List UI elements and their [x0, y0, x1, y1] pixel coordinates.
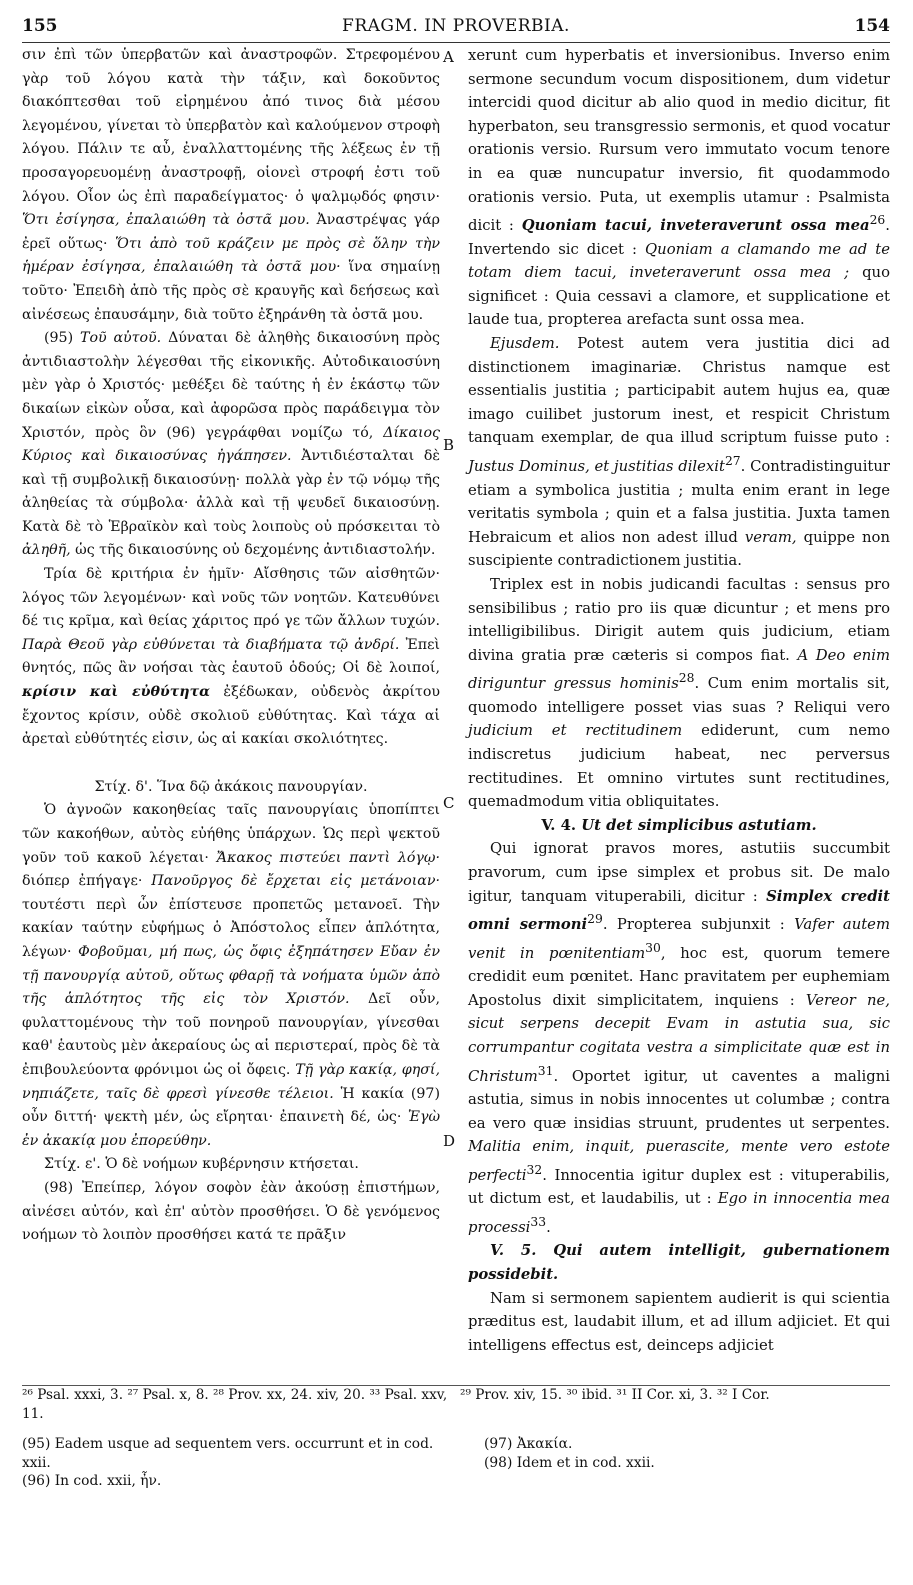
note-97: (97) Ἀκακία.	[484, 1436, 573, 1452]
margin-marker-b: B	[443, 436, 455, 454]
greek-paragraph: (95) Τοῦ αὐτοῦ. Δύναται δὲ ἀληθὴς δικαιοσύνη πρὸς ἀντιδιαστολὴν λέγεσθαι τῆς εἰκονικῆς. Αὐτοδικαιοσύνη μὲν γὰρ ὁ Χριστός· μεθέξει δὲ ταύτης ἡ ἐν ἑκάστῳ τῶν δικαίων εἰκὼν οὖσα, καὶ ἀφορῶσα πρὸς παράδειγμα τὸν Χριστόν, πρὸς ὃν (96) γεγράφθαι νομίζω τό, Δίκαιος Κύριος καὶ δικαιοσύνας ἠγάπησεν. Ἀντιδιέσταλται δὲ καὶ τῇ συμβολικῇ δικαιοσύνῃ· πολλὰ γὰρ ἐν τῷ νόμῳ τῆς ἀληθείας τὰ σύμβολα· ἀλλὰ καὶ τῇ ψευδεῖ δικαιοσύνῃ. Κατὰ δὲ τὸ Ἑβραϊκὸν καὶ τοὺς λοιποὺς οὐ πρόσκειται τὸ ἀληθῆ, ὡς τῆς δικαιοσύνης οὐ δεχομένης ἀντιδιαστολήν.	[22, 330, 440, 559]
latin-paragraph: Triplex est in nobis judicandi facultas : sensus pro sensibilibus ; ratio pro iis quæ dicuntur ; et mens pro intelligibilibus. Dirigit autem quis judicium, etiam divina gratia præ cæteris si compos fiat. A Deo enim diriguntur gressus hominis$^{28}$. Cum enim mortalis sit, quomodo intelligere posset vias suas ? Reliqui vero judicium et rectitudinem ediderunt, cum nemo indiscretus judicium habeat, nec perversus rectitudines. Et omnino virtutes sunt rectitudines, quemadmodum vitia obliquitates.	[468, 575, 890, 811]
margin-marker-d: D	[443, 1132, 456, 1150]
footnotes-left: ²⁶ Psal. xxxi, 3. ²⁷ Psal. x, 8. ²⁸ Prov. xx, 24. xiv, 20. ³³ Psal. xxv, 11.	[22, 1387, 448, 1422]
page-number-left: 155	[22, 16, 58, 36]
verse-heading: V. 4. Ut det simplicibus astutiam.	[541, 816, 817, 834]
latin-column	[468, 44, 890, 1357]
greek-paragraph: Τρία δὲ κριτήρια ἐν ἡμῖν· Αἴσθησις τῶν αἰσθητῶν· λόγος τῶν λεγομένων· καὶ νοῦς τῶν νοητῶν. Κατευθύνει δέ τις κρῖμα, καὶ θείας χάριτος πρό γε τῶν ἄλλων τυχών. Παρὰ Θεοῦ γὰρ εὐθύνεται τὰ διαβήματα τῷ ἀνδρί. Ἐπεὶ θνητός, πῶς ἂν νοήσαι τὰς ἑαυτοῦ ὁδούς; Οἱ δὲ λοιποί, κρίσιν καὶ εὐθύτητα ἐξέδωκαν, οὐδενὸς ἀκρίτου ἔχοντος κρίσιν, οὐδὲ σκολιοῦ εὐθύτητας. Καὶ τάχα αἱ ἀρεταὶ εὐθύτητές εἰσιν, ὡς αἱ κακίαι σκολιότητες.	[22, 566, 441, 748]
greek-paragraph: Ὁ ἀγνοῶν κακοηθείας ταῖς πανουργίαις ὑποπίπτει τῶν κακοήθων, αὐτὸς εὐήθης ὑπάρχων. Ὡς περὶ ψεκτοῦ γοῦν τοῦ κακοῦ λέγεται· Ἄκακος πιστεύει παντὶ λόγῳ· διόπερ ἐπήγαγε· Πανοῦργος δὲ ἔρχεται εἰς μετάνοιαν· τουτέστι περὶ ὧν ἐπίστευσε προπετῶς μετανοεῖ. Τὴν κακίαν ταύτην εὐφήμως ὁ Ἀπόστολος εἶπεν ἁπλότητα, λέγων· Φοβοῦμαι, μή πως, ὡς ὄφις ἐξηπάτησεν Εὔαν ἐν τῇ πανουργίᾳ αὐτοῦ, οὕτως φθαρῇ τὰ νοήματα ὑμῶν ἀπὸ τῆς ἁπλότητος τῆς εἰς τὸν Χριστόν. Δεῖ οὖν, φυλαττομένους τὴν τοῦ πονηροῦ πανουργίαν, γίνεσθαι καθ' ἑαυτοὺς μὲν ἀκεραίους ὡς αἱ περιστεραί, πρὸς δὲ τὰ ἐπιβουλεύοντα φρόνιμοι ὡς οἱ ὄφεις. Τῇ γὰρ κακίᾳ, φησί, νηπιάζετε, ταῖς δὲ φρεσὶ γίνεσθε τέλειοι. Ἡ κακία (97) οὖν διττή· ψεκτὴ μέν, ὡς εἴρηται· ἐπαινετὴ δέ, ὡς· Ἐγὼ ἐν ἀκακίᾳ μου ἐπορεύθην.	[22, 802, 441, 1149]
editor-notes-left	[22, 1435, 442, 1491]
footnotes-right: ²⁹ Prov. xiv, 15. ³⁰ ibid. ³¹ II Cor. xi, 3. ³² I Cor.	[460, 1387, 770, 1403]
latin-paragraph: Qui ignorat pravos mores, astutiis succumbit pravorum, cum ipse simplex et probus sit. De malo igitur, tanquam vituperabili, dicitur : Simplex credit omni sermoni$^{29}$. Propterea subjunxit : Vafer autem venit in pœnitentiam$^{30}$, hoc est, quorum temere credidit eum pœnitet. Hanc pravitatem per euphemiam Apostolus dixit simplicitatem, inquiens : Vereor ne, sicut serpens decepit Evam in astutia sua, sic corrumpantur cogitata vestra a simplicitate quæ est in Christum$^{31}$. Oportet igitur, ut caventes a maligni astutia, simus in nobis innocentes ut columbæ ; contra ea vero quæ insidias struunt, prudentes ut serpentes. Malitia enim, inquit, puerascite, mente vero estote perfecti$^{32}$. Innocentia igitur duplex est : vituperabilis, ut dictum est, et laudabilis, ut : Ego in innocentia mea processi$^{33}$.	[468, 840, 891, 1236]
latin-paragraph: Ejusdem. Potest autem vera justitia dici ad distinctionem imaginariæ. Christus namque est essentialis justitia ; participabit autem hujus ea, quæ imago cuilibet justorum inest, et respicit Christum tanquam exemplar, de qua illud scriptum fuisse puto : Justus Dominus, et justitias dilexit$^{27}$. Contradistinguitur etiam a symbolica justitia ; multa enim erant in lege veritatis symbola ; quin et a falsa justitia. Juxta tamen Hebraicum et alios non adest illud veram, quippe non suscipiente contradictionem justitia.	[468, 335, 890, 570]
editor-notes-right	[484, 1435, 884, 1472]
margin-marker-a: A	[443, 48, 454, 66]
latin-paragraph: xerunt cum hyperbatis et inversionibus. Inverso enim sermone secundum vocum dispositionem, dum videtur intercidi quod dicitur ab alio quod in medio dicitur, fit hyperbaton, seu transgressio sermonis, et quod vocatur orationis versio. Rursum vero immutato vocum tenore in ea quæ nuncupatur inversio, fit quodammodo orationis versio. Puta, ut exemplis utamur : Psalmista dicit : Quoniam tacui, inveteraverunt ossa mea$^{26}$. Invertendo sic dicet : Quoniam a clamando me ad te totam diem tacui, inveteraverunt ossa mea ; quo significet : Quia cessavi a clamore, et supplicatione et laude tua, propterea arefacta sunt ossa mea.	[468, 47, 890, 329]
greek-paragraph: (98) Ἐπείπερ, λόγον σοφὸν ἐὰν ἀκούσῃ ἐπιστήμων, αἰνέσει αὐτόν, καὶ ἐπ' αὐτὸν προσθήσει. Ὁ δὲ γενόμενος νοήμων τὸ λοιπὸν προσθήσει κατά τε πρᾶξιν	[22, 1179, 441, 1244]
header-rule	[22, 42, 890, 43]
margin-marker-c: C	[443, 794, 455, 812]
verse-heading: V. 5. Qui autem intelligit, gubernationem possidebit.	[468, 1242, 890, 1284]
latin-paragraph: Nam si sermonem sapientem audierit is qui scientia præditus est, laudabit illum, et ad illum adjiciet. Et qui intelligens effectus est, deinceps adjiciet	[468, 1289, 890, 1354]
note-98: (98) Idem et in cod. xxii.	[484, 1454, 655, 1471]
page-number-right: 154	[854, 16, 890, 36]
greek-paragraph: σιν ἐπὶ τῶν ὑπερβατῶν καὶ ἀναστροφῶν. Στρεφομένου γὰρ τοῦ λόγου κατὰ τὴν τάξιν, καὶ δοκοῦντος διακόπτεσθαι τοῦ εἰρημένου ἀπό τινος διὰ μέσου λεγομένου, γίνεται τὸ ὑπερβατὸν καὶ καλούμενον στροφὴ λόγου. Πάλιν τε αὖ, ἐναλλαττομένης τῆς λέξεως ἐν τῇ προσαγορευομένῃ ἀναστροφῇ, οἱονεὶ στροφή ἐστι τοῦ λόγου. Οἷον ὡς ἐπὶ παραδείγματος· ὁ ψαλμῳδός φησιν· Ὅτι ἐσίγησα, ἐπαλαιώθη τὰ ὀστᾶ μου. Ἀναστρέψας γάρ ἐρεῖ οὕτως· Ὅτι ἀπὸ τοῦ κράζειν με πρὸς σὲ ὅλην τὴν ἡμέραν ἐσίγησα, ἐπαλαιώθη τὰ ὀστᾶ μου· ἵνα σημαίνῃ τοῦτο· Ἐπειδὴ ἀπὸ τῆς πρὸς σὲ κραυγῆς καὶ δεήσεως καὶ αἰνέσεως ἐπαυσάμην, διὰ τοῦτο ἐξηράνθη τὰ ὀστᾶ μου.	[22, 47, 441, 323]
verse-heading: Στίχ. δ'. Ἵνα δῷ ἀκάκοις πανουργίαν.	[94, 778, 368, 795]
note-95: (95) Eadem usque ad sequentem vers. occurrunt et in cod. xxii.	[22, 1436, 434, 1471]
verse-heading: Στίχ. ε'. Ὁ δὲ νοήμων κυβέρνησιν κτήσεται.	[44, 1156, 359, 1173]
note-96: (96) In cod. xxii, ἦν.	[22, 1473, 162, 1489]
page-header	[22, 16, 890, 40]
greek-column	[22, 44, 440, 1248]
running-title: FRAGM. IN PROVERBIA.	[342, 16, 570, 36]
